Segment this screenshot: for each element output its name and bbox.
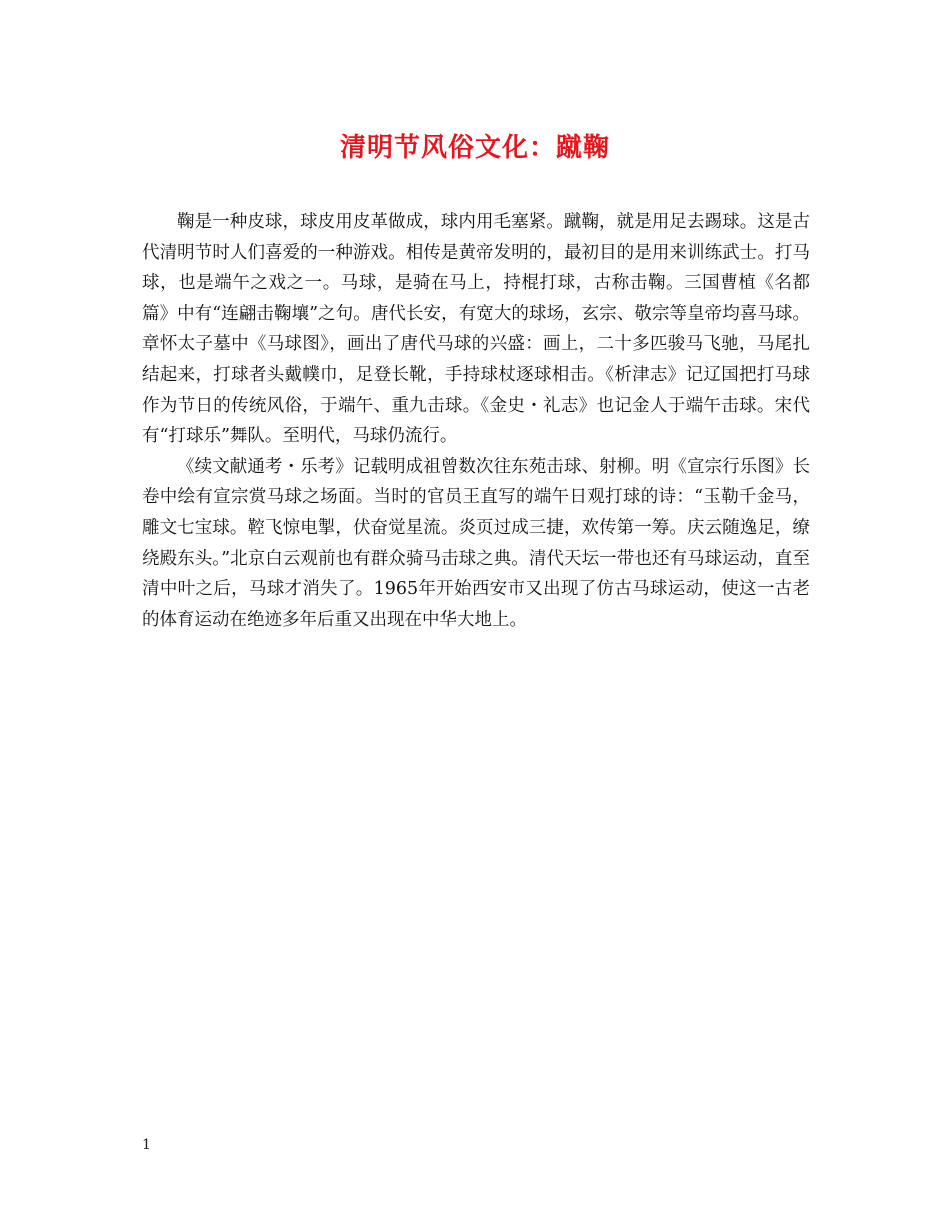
- document-title: 清明节风俗文化：蹴鞠: [339, 133, 610, 163]
- paragraph-2: 《续文献通考・乐考》记载明成祖曾数次往东苑击球、射柳。明《宣宗行乐图》长卷中绘有宣宗赏马球之场面。当时的官员王直写的端午日观打球的诗：“玉勒千金马，雕文七宝球。鞚飞惊电掣，伏奋觉星流。炎页过成三捷，欢传第一筹。庆云随逸足，缭绕殿东头。”北京白云观前也有群众骑马击球之典。清代天坛一带也还有马球运动，直至清中叶之后，马球才消失了。1965年开始西安市又出现了仿古马球运动，使这一古老的体育运动在绝迹多年后重又出现在中华大地上。: [142, 456, 810, 630]
- paragraph-1: 鞠是一种皮球，球皮用皮革做成，球内用毛塞紧。蹴鞠，就是用足去踢球。这是古代清明节时人们喜爱的一种游戏。相传是黄帝发明的，最初目的是用来训练武士。打马球，也是端午之戏之一。马球，是骑在马上，持棍打球，古称击鞠。三国曹植《名都篇》中有“连翩击鞠壤”之句。唐代长安，有宽大的球场，玄宗、敬宗等皇帝均喜马球。章怀太子墓中《马球图》，画出了唐代马球的兴盛：画上，二十多匹骏马飞驰，马尾扎结起来，打球者头戴幞巾，足登长靴，手持球杖逐球相击。《析津志》记辽国把打马球作为节日的传统风俗，于端午、重九击球。《金史・礼志》也记金人于端午击球。宋代有“打球乐”舞队。至明代，马球仍流行。: [142, 212, 810, 447]
- page-number: 1: [142, 1137, 151, 1153]
- document-body: [142, 207, 810, 635]
